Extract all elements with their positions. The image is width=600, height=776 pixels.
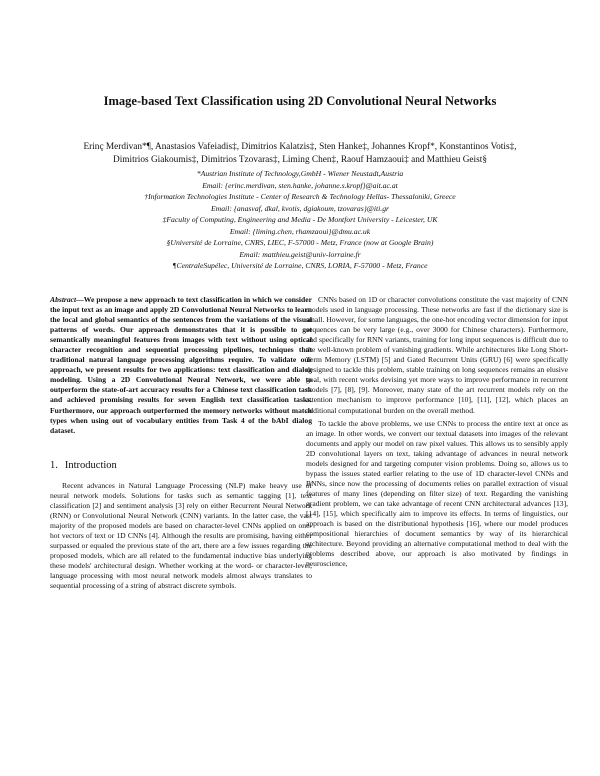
- author-line: Dimitrios Giakoumis‡, Dimitrios Tzovaras‡, Liming Chen‡, Raouf Hamzaoui‡ and Matthieu Geist§: [113, 154, 487, 165]
- right-column: [306, 295, 568, 569]
- left-column: [50, 295, 312, 591]
- section-heading: [50, 460, 312, 472]
- author-list: [40, 141, 560, 166]
- affiliation-line: ‡Faculty of Computing, Engineering and Media - De Montfort University - Leicester, UK: [162, 215, 438, 224]
- affiliation-email: Email: {erinc.merdivan, sten.hanke, johanne.s.kropf}@ait.ac.at: [202, 180, 398, 190]
- affiliation-email: Email: {anasvaf, dkal, kvotis, dgiakoum, tzovaras}@iti.gr: [210, 203, 390, 213]
- affiliation-list: [40, 168, 560, 272]
- section-title: Introduction: [64, 459, 117, 471]
- author-line: Erinç Merdivan*¶, Anastasios Vafeiadis‡, Dimitrios Kalatzis‡, Sten Hanke‡, Johannes Kropf*, Konstantinos Votis‡,: [83, 142, 517, 152]
- paper-title: Image-based Text Classification using 2D Convolutional Neural Networks: [103, 94, 497, 108]
- body-paragraph: Recent advances in Natural Language Processing (NLP) make heavy use of neural network models. Solutions for tasks such as semantic tagging [1], text classification [2] and sentiment analysis [3] rely on either Recurrent Neural Network (RNN) or Convolutional Neural Network (CNN) variants. In the latter case, the vast majority of the proposed models are based on character-level CNNs applied on one-hot vectors of text or 1D CNNs [4]. Although the results are promising, having either surpassed or equaled the previous state of the art, there are a few issues regarding the proposed models, which are all related to the fundamental inductive bias underlying these models' architectural design. Whether working at the word- or character-level, language processing with most neural network models almost always translates to sequential processing of a string of abstract discrete symbols.: [50, 480, 312, 591]
- affiliation-line: *Austrian Institute of Technology,GmbH - Wiener Neustadt,Austria: [196, 169, 404, 178]
- abstract-label: Abstract: [50, 295, 77, 304]
- section-number: 1.: [50, 459, 58, 471]
- affiliation-email: Email: {liming.chen, rhamzaoui}@dmu.ac.uk: [229, 226, 371, 236]
- affiliation-line: †Information Technologies Institute - Center of Research & Technology Hellas- Thessaloniki, Greece: [144, 192, 456, 201]
- affiliation-line: §Université de Lorraine, CNRS, LIEC, F-57000 - Metz, France (now at Google Brain): [166, 238, 434, 247]
- abstract-text: —We propose a new approach to text classification in which we consider the input text as an image and apply 2D Convolutional Neural Networks to learn the local and global semantics of the sentences from the variations of the visual patterns of words. Our approach demonstrates that it is possible to get semantically meaningful features from images with text without using optical character recognition and sequential processing pipelines, techniques that traditional natural language processing algorithms require. To validate our approach, we present results for two applications: text classification and dialog modeling. Using a 2D Convolutional Neural Network, we were able to outperform the state-of-art accuracy results for a Chinese text classification task and achieved promising results for seven English text classification tasks. Furthermore, our approach outperformed the memory networks without match types when using out of vocabulary entities from Task 4 of the bAbI dialog dataset.: [50, 295, 312, 435]
- abstract: [50, 295, 312, 436]
- body-paragraph: CNNs based on 1D or character convolutions constitute the vast majority of CNN models used in language processing. These networks are fast if the dictionary size is small. However, for some languages, the one-hot encoding vector dimension for input sequences can be very large (e.g., over 3000 for Chinese characters). Furthermore, and specifically for RNN variants, training for long input sequences is difficult due to the well-known problem of vanishing gradients. While architectures like Long Short-Term Memory (LSTM) [5] and Gated Recurrent Units (GRU) [6] were specifically designed to tackle this problem, stable training on long sequences remains an elusive goal, with recent works devising yet more ways to improve performance in recurrent models [7], [8], [9]. Moreover, many state of the art recurrent models rely on the attention mechanism to improve performance [10], [11], [12], which places an additional computational burden on the overall method.: [306, 295, 568, 415]
- affiliation-line: ¶CentraleSupélec, Université de Lorraine, CNRS, LORIA, F-57000 - Metz, France: [172, 261, 428, 270]
- body-paragraph: To tackle the above problems, we use CNNs to process the entire text at once as an image. In other words, we convert our textual datasets into images of the relevant documents and apply our model on raw pixel values. This allows us to sensibly apply 2D convolutional layers on text, taking advantage of advances in neural network models designed for and targeting computer vision problems. Doing so, allows us to bypass the issues stated earlier relating to the use of 1D character-level CNNs and RNNs, since now the processing of documents relies on parallel extraction of visual features of many lines (depending on filter size) of text. Regarding the vanishing gradient problem, we can take advantage of recent CNN architectural advances [13], [14], [15], which specifically aim to improve its effects. In terms of linguistics, our approach is based on the distributional hypothesis [16], where our model produces compositional hierarchies of document semantics by way of its hierarchical architecture. Beyond providing an alternative computational method to deal with the problems described above, our approach is also motivated by findings in neuroscience,: [306, 418, 568, 569]
- affiliation-email: Email: matthieu.geist@univ-lorraine.fr: [239, 249, 361, 259]
